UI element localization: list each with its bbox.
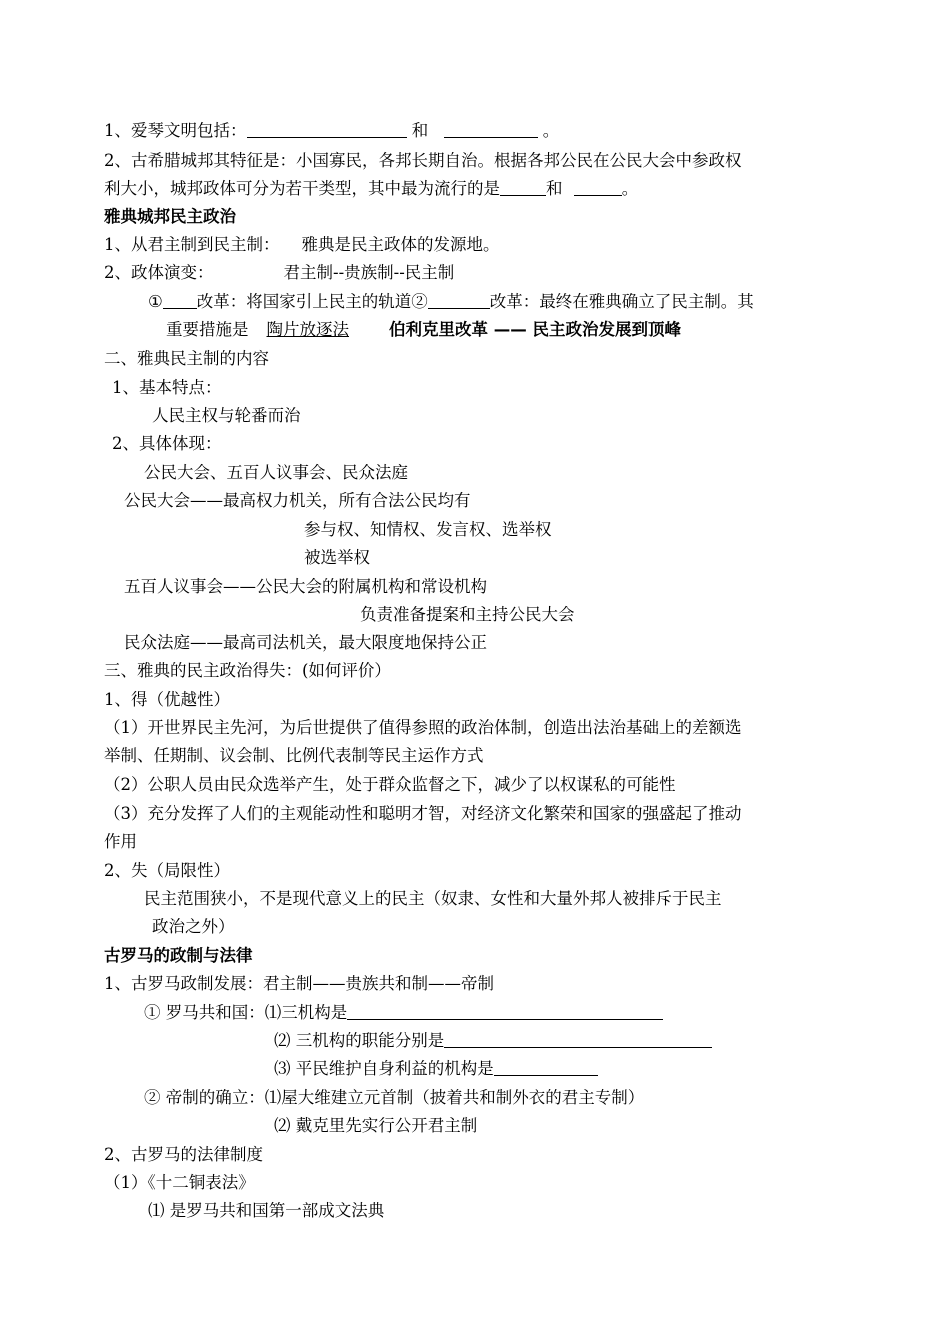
- line-functions: ⑵ 三机构的职能分别是: [274, 1030, 712, 1052]
- line-aegean: 1、爱琴文明包括： 和 。: [104, 121, 560, 140]
- line-eligibility: 被选举权: [304, 548, 370, 567]
- line-merit-1: （1）开世界民主先河，为后世提供了值得参照的政治体制，创造出法治基础上的差额选: [104, 718, 742, 737]
- section-title-2: 二、雅典民主制的内容: [104, 349, 269, 368]
- heading-athens: 雅典城邦民主政治: [104, 207, 236, 226]
- line-limit-1: 民主范围狭小，不是现代意义上的民主（奴隶、女性和大量外邦人被排斥于民主: [144, 889, 722, 908]
- line-key-measures: 重要措施是 陶片放逐法 伯利克里改革 —— 民主政治发展到顶峰: [166, 320, 681, 339]
- answer-blank[interactable]: [347, 1003, 663, 1020]
- answer-blank[interactable]: [500, 179, 546, 196]
- line-polis-features: 2、古希腊城邦其特征是：小国寡民，各邦长期自治。根据各邦公民在公民大会中参政权: [104, 151, 742, 170]
- line-polis-types: 利大小，城邦政体可分为若干类型，其中最为流行的是 和 。: [104, 179, 639, 198]
- line-council-duty: 负责准备提案和主持公民大会: [360, 605, 575, 624]
- answer-blank[interactable]: [163, 292, 197, 309]
- answer-blank[interactable]: [247, 121, 407, 138]
- line-basic-features: 1、基本特点：: [112, 378, 222, 397]
- answer-blank[interactable]: [428, 292, 490, 309]
- line-merits: 1、得（优越性）: [104, 690, 230, 709]
- line-plebeian: ⑶ 平民维护自身利益的机构是: [274, 1058, 598, 1080]
- answer-blank[interactable]: [444, 121, 538, 138]
- answer-blank[interactable]: [574, 179, 622, 196]
- section-title-3: 三、雅典的民主政治得失：(如何评价）: [104, 661, 391, 680]
- line-limits: 2、失（局限性）: [104, 861, 230, 880]
- line-first-code: ⑴ 是罗马共和国第一部成文法典: [148, 1201, 385, 1220]
- line-legal-system: 2、古罗马的法律制度: [104, 1145, 263, 1164]
- heading-rome: 古罗马的政制与法律: [104, 946, 253, 965]
- line-limit-1-cont: 政治之外）: [152, 917, 235, 936]
- line-merit-3: （3）充分发挥了人们的主观能动性和聪明才智，对经济文化繁荣和国家的强盛起了推动: [104, 804, 742, 823]
- line-merit-2: （2）公职人员由民众选举产生，处于群众监督之下，减少了以权谋私的可能性: [104, 775, 676, 794]
- line-twelve-tables: （1）《十二铜表法》: [104, 1173, 255, 1192]
- line-merit-1-cont: 举制、任期制、议会制、比例代表制等民主运作方式: [104, 746, 484, 765]
- line-empire: ② 帝制的确立：⑴屋大维建立元首制（披着共和制外衣的君主专制）: [144, 1088, 645, 1107]
- line-assembly: 公民大会——最高权力机关，所有合法公民均有: [124, 491, 471, 510]
- line-reforms: ① 改革：将国家引上民主的轨道② 改革：最终在雅典确立了民主制。其: [148, 292, 754, 311]
- line-rights: 参与权、知情权、发言权、选举权: [304, 520, 552, 539]
- line-republic: ① 罗马共和国：⑴三机构是: [144, 1002, 663, 1024]
- line-monarchy-to-democracy: 1、从君主制到民主制： 雅典是民主政体的发源地。: [104, 235, 500, 254]
- line-diocletian: ⑵ 戴克里先实行公开君主制: [274, 1116, 478, 1135]
- line-sovereignty: 人民主权与轮番而治: [152, 406, 301, 425]
- line-manifestation: 2、具体体现：: [112, 434, 222, 453]
- answer-blank[interactable]: [494, 1059, 598, 1076]
- line-regime-evolution: 2、政体演变： 君主制--贵族制--民主制: [104, 263, 455, 282]
- line-court: 民众法庭——最高司法机关，最大限度地保持公正: [124, 633, 487, 652]
- line-council: 五百人议事会——公民大会的附属机构和常设机构: [124, 577, 487, 596]
- line-institutions: 公民大会、五百人议事会、民众法庭: [144, 463, 408, 482]
- line-merit-3-cont: 作用: [104, 832, 137, 851]
- answer-blank[interactable]: [444, 1031, 712, 1048]
- line-rome-development: 1、古罗马政制发展：君主制——贵族共和制——帝制: [104, 974, 494, 993]
